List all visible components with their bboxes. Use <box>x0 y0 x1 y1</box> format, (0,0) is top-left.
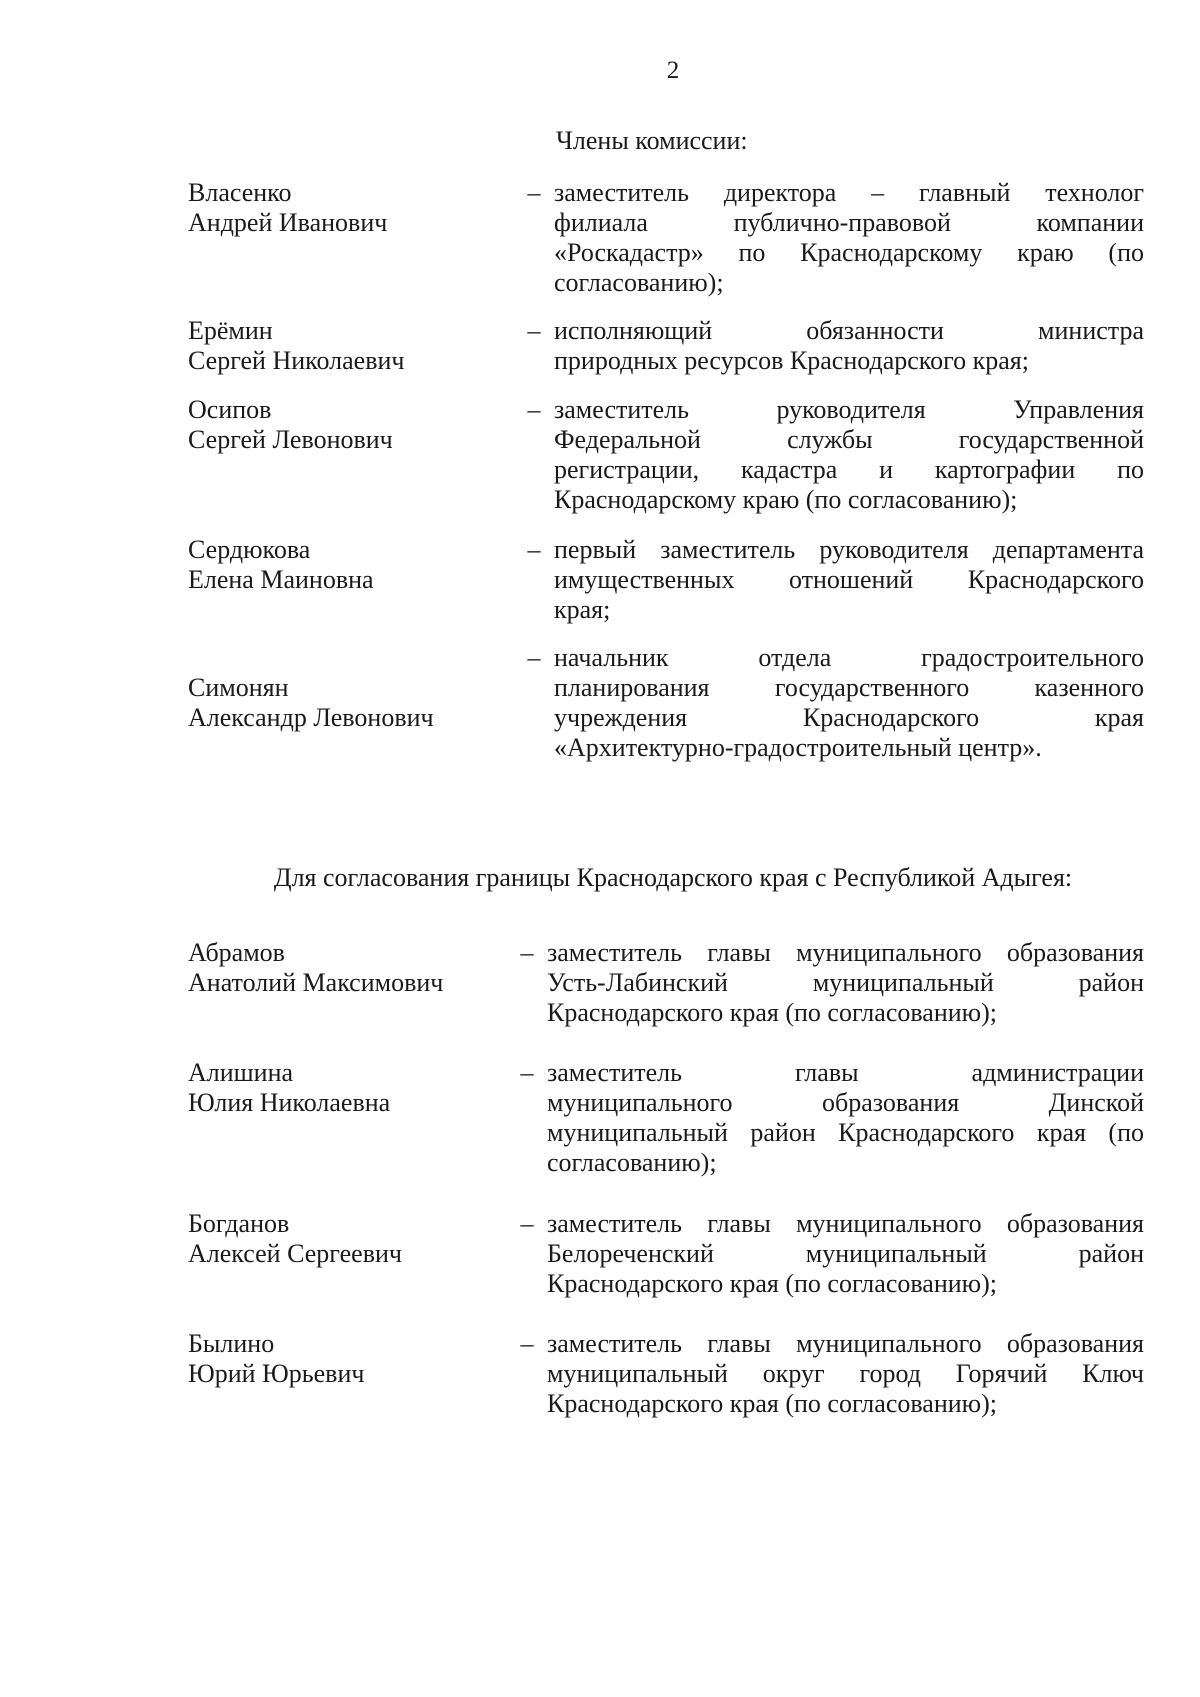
member-given-name: Андрей Иванович <box>188 208 388 237</box>
position-line: заместитель руководителя Управления <box>554 395 1144 424</box>
member-name <box>188 1329 508 1389</box>
position-line: заместитель директора – главный технолог <box>554 178 1144 207</box>
position-line: Краснодарского края (по согласованию); <box>547 1389 997 1418</box>
position-line: планирования государственного казенного <box>554 673 1144 702</box>
member-position <box>547 1058 1144 1178</box>
member-given-name: Александр Левонович <box>188 703 434 732</box>
position-line: Федеральной службы государственной <box>554 425 1144 454</box>
member-name <box>188 1209 508 1269</box>
member-surname: Абрамов <box>188 938 285 967</box>
dash-separator: – <box>527 643 541 672</box>
dash-separator: – <box>520 938 534 967</box>
member-given-name: Юрий Юрьевич <box>188 1359 365 1388</box>
position-line: имущественных отношений Краснодарского <box>554 565 1144 594</box>
dash-separator: – <box>520 1058 534 1087</box>
position-line: «Роскадастр» по Краснодарскому краю (по <box>554 238 1144 267</box>
member-position <box>547 938 1144 1028</box>
position-line: начальник отдела градостроительного <box>554 643 1144 672</box>
dash-separator: – <box>527 535 541 564</box>
position-line: природных ресурсов Краснодарского края; <box>554 346 1029 375</box>
position-line: «Архитектурно-градостроительный центр». <box>554 733 1042 762</box>
member-given-name: Сергей Левонович <box>188 425 393 454</box>
member-name <box>188 535 508 595</box>
position-line: муниципальный район Краснодарского края (по <box>547 1118 1144 1147</box>
position-line: заместитель главы муниципального образования <box>547 1209 1144 1238</box>
position-line: учреждения Краснодарского края <box>554 703 1144 732</box>
position-line: заместитель главы администрации <box>547 1058 1144 1087</box>
position-line: края; <box>554 595 611 624</box>
dash-separator: – <box>527 178 541 207</box>
member-given-name: Алексей Сергеевич <box>188 1239 402 1268</box>
position-line: первый заместитель руководителя департамента <box>554 535 1144 564</box>
member-surname: Сердюкова <box>188 535 311 564</box>
position-line: согласованию); <box>547 1148 717 1177</box>
member-position <box>554 316 1144 376</box>
position-line: филиала публично-правовой компании <box>554 208 1144 237</box>
dash-separator: – <box>520 1329 534 1358</box>
dash-separator: – <box>520 1209 534 1238</box>
member-name <box>188 673 508 733</box>
position-line: Краснодарского края (по согласованию); <box>547 998 997 1027</box>
position-line: Усть-Лабинский муниципальный район <box>547 968 1144 997</box>
member-given-name: Сергей Николаевич <box>188 346 405 375</box>
position-line: муниципальный округ город Горячий Ключ <box>547 1359 1144 1388</box>
position-line: муниципального образования Динской <box>547 1088 1144 1117</box>
dash-separator: – <box>527 395 541 424</box>
member-surname: Алишина <box>188 1058 294 1087</box>
member-position <box>554 643 1144 763</box>
member-surname: Власенко <box>188 178 292 207</box>
page-number: 2 <box>666 57 680 84</box>
position-line: заместитель главы муниципального образования <box>547 1329 1144 1358</box>
member-position <box>554 395 1144 515</box>
position-line: заместитель главы муниципального образования <box>547 938 1144 967</box>
member-surname: Осипов <box>188 395 272 424</box>
member-surname: Богданов <box>188 1209 290 1238</box>
position-line: согласованию); <box>554 268 724 297</box>
member-name <box>188 178 508 238</box>
members-heading: Члены комиссии: <box>556 126 748 155</box>
member-position <box>554 535 1144 625</box>
member-given-name: Анатолий Максимович <box>188 968 444 997</box>
member-position <box>547 1209 1144 1299</box>
adygea-section-heading: Для согласования границы Краснодарского края с Республикой Адыгея: <box>273 863 1073 892</box>
position-line: Краснодарского края (по согласованию); <box>547 1269 997 1298</box>
member-position <box>554 178 1144 298</box>
member-given-name: Елена Маиновна <box>188 565 374 594</box>
position-line: регистрации, кадастра и картографии по <box>554 455 1144 484</box>
dash-separator: – <box>527 316 541 345</box>
member-name <box>188 1058 508 1118</box>
member-surname: Ерёмин <box>188 316 273 345</box>
member-given-name: Юлия Николаевна <box>188 1088 391 1117</box>
member-name <box>188 316 508 376</box>
member-name <box>188 395 508 455</box>
member-surname: Симонян <box>188 673 289 702</box>
position-line: Белореченский муниципальный район <box>547 1239 1144 1268</box>
member-position <box>547 1329 1144 1419</box>
member-name <box>188 938 508 998</box>
member-surname: Былино <box>188 1329 275 1358</box>
position-line: Краснодарскому краю (по согласованию); <box>554 485 1018 514</box>
position-line: исполняющий обязанности министра <box>554 316 1144 345</box>
